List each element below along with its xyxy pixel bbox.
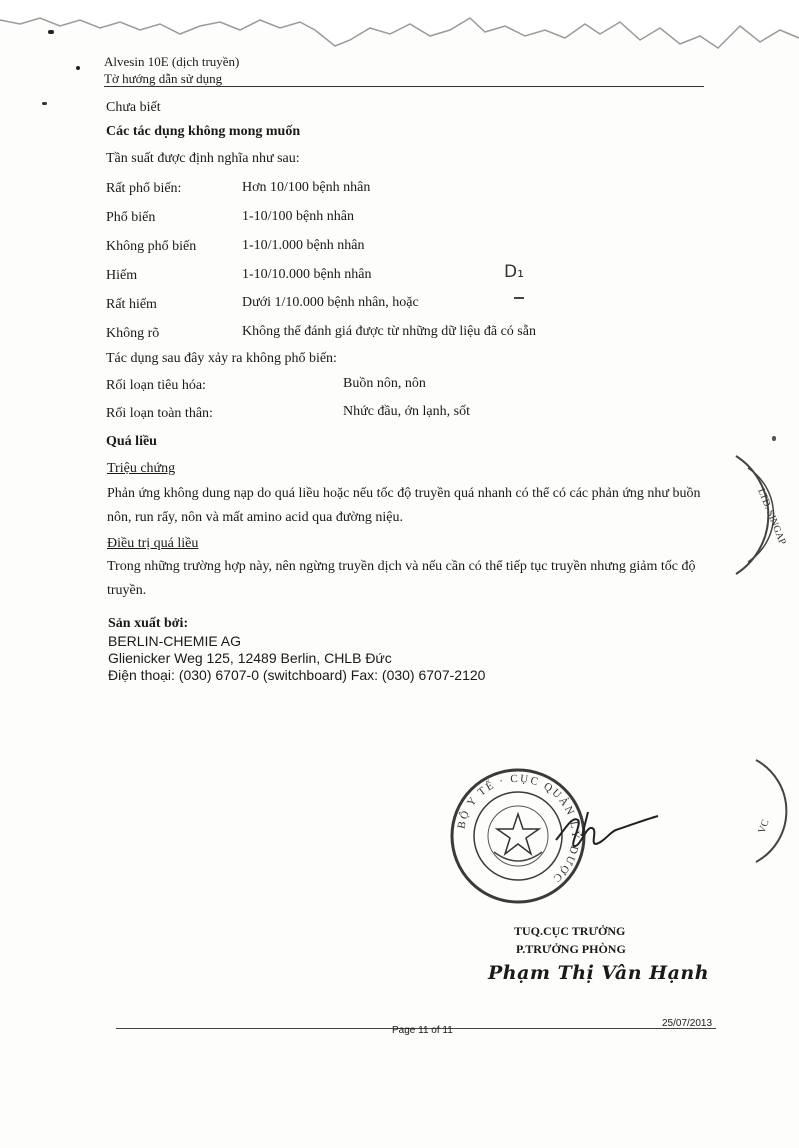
seal-ring-text: BỘ Y TẾ · CỤC QUẢN LÝ DƯỢC: [455, 772, 582, 886]
symptoms-paragraph: Phản ứng không dung nạp do quá liều hoặc nếu tốc độ truyền quá nhanh có thể có các phản ứng như buồn nôn, run rẩy, nôn và mất amino acid qua đường niệu.: [107, 486, 701, 525]
speck-mark: [772, 436, 776, 441]
intro-text: Chưa biết: [106, 100, 161, 115]
symptoms-heading: Triệu chứng: [107, 461, 176, 476]
frequency-value: Dưới 1/10.000 bệnh nhân, hoặc: [242, 295, 419, 310]
uncommon-value: Buồn nôn, nôn: [343, 376, 426, 391]
signer-title-2: P.TRƯỞNG PHÒNG: [516, 942, 626, 956]
footer-date: 25/07/2013: [662, 1018, 713, 1029]
document-header: [104, 53, 239, 87]
seal-wreath-icon: [494, 852, 542, 861]
partial-company-stamp: [728, 450, 799, 580]
manufacturer-phone: Điện thoại: (030) 6707-0 (switchboard) Fax: (030) 6707-2120: [108, 667, 486, 683]
uncommon-value: Nhức đầu, ớn lạnh, sốt: [343, 404, 470, 419]
speck-mark: [76, 66, 80, 70]
manufacturer-label: Sản xuất bởi:: [108, 616, 189, 631]
header-doc-type: Tờ hướng dẫn sử dụng: [104, 71, 223, 86]
treatment-paragraph: Trong những trường hợp này, nên ngừng truyền dịch và nếu cần có thể tiếp tục truyền nhưng giảm tốc độ truyền.: [107, 559, 696, 598]
frequency-value: 1-10/1.000 bệnh nhân: [242, 238, 365, 253]
frequency-intro: Tần suất được định nghĩa như sau:: [106, 151, 300, 166]
handwritten-mark: D₁: [504, 262, 524, 282]
side-effects-heading: Các tác dụng không mong muốn: [106, 124, 301, 139]
frequency-label: Không rõ: [106, 326, 160, 341]
torn-paper-edge: [0, 0, 799, 60]
overdose-heading: Quá liều: [106, 434, 157, 449]
speck-mark: [42, 102, 47, 105]
side-stamp2-text: VC: [756, 818, 772, 836]
speck-mark: [48, 30, 54, 34]
footer-page-number: Page 11 of 11: [392, 1025, 453, 1036]
uncommon-intro: Tác dụng sau đây xảy ra không phổ biến:: [106, 351, 337, 366]
seal-star-icon: [497, 814, 539, 854]
uncommon-label: Rối loạn tiêu hóa:: [106, 378, 206, 393]
handwritten-dash: [514, 297, 524, 299]
frequency-value: Hơn 10/100 bệnh nhân: [242, 180, 371, 195]
treatment-heading: Điều trị quá liều: [107, 536, 199, 551]
signer-title-1: TUQ.CỤC TRƯỞNG: [514, 924, 626, 938]
side-stamp-text: LTD. SINGAP: [755, 487, 788, 547]
header-divider: [104, 86, 704, 87]
frequency-label: Rất hiếm: [106, 297, 157, 312]
manufacturer-address: Glienicker Weg 125, 12489 Berlin, CHLB Đức: [108, 650, 392, 666]
frequency-value: Không thể đánh giá được từ những dữ liệu đã có sẵn: [242, 324, 536, 339]
frequency-label: Không phổ biến: [106, 239, 197, 254]
partial-stamp-lower: [750, 756, 799, 866]
frequency-label: Phổ biến: [106, 210, 156, 225]
manufacturer-name: BERLIN-CHEMIE AG: [108, 633, 242, 649]
frequency-value: 1-10/100 bệnh nhân: [242, 209, 354, 224]
signer-name: Phạm Thị Vân Hạnh: [488, 962, 710, 984]
uncommon-label: Rối loạn toàn thân:: [106, 406, 213, 421]
frequency-label: Hiếm: [106, 268, 138, 283]
frequency-label: Rất phổ biến:: [106, 181, 182, 196]
frequency-value: 1-10/10.000 bệnh nhân: [242, 267, 372, 282]
handwritten-signature: [552, 806, 662, 856]
header-product-name: Alvesin 10E (dịch truyền): [104, 54, 240, 69]
